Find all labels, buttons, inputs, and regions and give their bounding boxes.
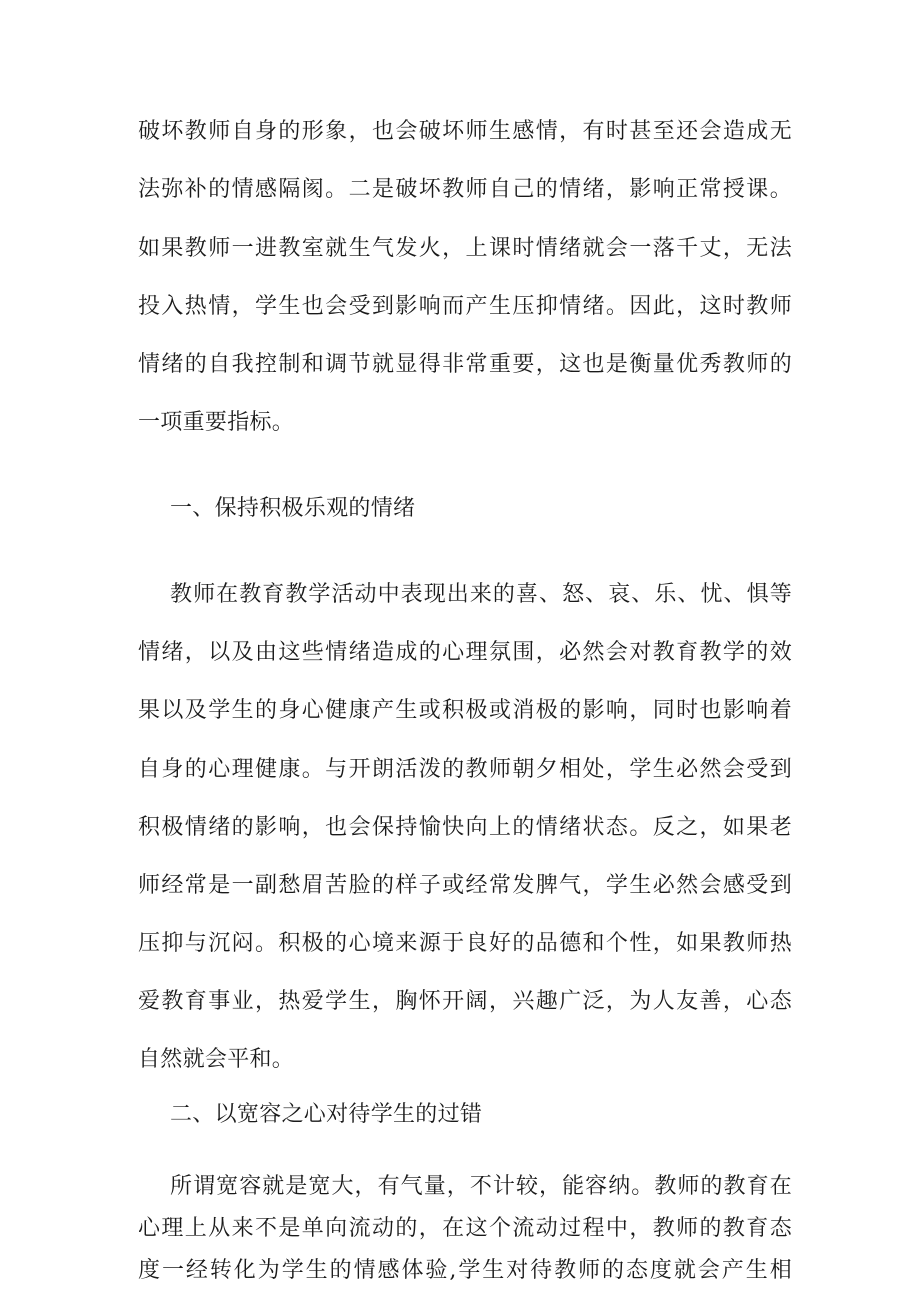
paragraph-line: 积极情绪的影响，也会保持愉快向上的情绪状态。反之，如果老: [138, 815, 792, 840]
paragraph-line: 破坏教师自身的形象，也会破坏师生感情，有时甚至还会造成无: [138, 119, 792, 144]
paragraph-line: 师经常是一副愁眉苦脸的样子或经常发脾气，学生必然会感受到: [138, 873, 792, 898]
paragraph-line: 一项重要指标。: [138, 410, 295, 435]
paragraph-line: 情绪的自我控制和调节就显得非常重要，这也是衡量优秀教师的: [138, 352, 792, 377]
paragraph-line: 情绪，以及由这些情绪造成的心理氛围，必然会对教育教学的效: [138, 640, 792, 665]
paragraph-line: 自然就会平和。: [138, 1047, 295, 1072]
paragraph-line: 教师在教育教学活动中表现出来的喜、怒、哀、乐、忧、惧等: [170, 582, 792, 607]
paragraph-line: 投入热情，学生也会受到影响而产生压抑情绪。因此，这时教师: [138, 294, 792, 319]
paragraph-line: 心理上从来不是单向流动的，在这个流动过程中，教师的教育态: [138, 1216, 792, 1241]
paragraph-line: 度一经转化为学生的情感体验,学生对待教师的态度就会产生相: [138, 1258, 792, 1283]
paragraph-line: 如果教师一进教室就生气发火，上课时情绪就会一落千丈，无法: [138, 236, 792, 261]
paragraph-line: 自身的心理健康。与开朗活泼的教师朝夕相处，学生必然会受到: [138, 757, 792, 782]
section-heading: 一、保持积极乐观的情绪: [170, 496, 416, 521]
paragraph-line: 所谓宽容就是宽大，有气量，不计较，能容纳。教师的教育在: [170, 1174, 792, 1199]
section-heading: 二、以宽容之心对待学生的过错: [170, 1102, 483, 1127]
paragraph-line: 法弥补的情感隔阂。二是破坏教师自己的情绪，影响正常授课。: [138, 177, 792, 202]
paragraph-line: 压抑与沉闷。积极的心境来源于良好的品德和个性，如果教师热: [138, 931, 792, 956]
paragraph-line: 果以及学生的身心健康产生或积极或消极的影响，同时也影响着: [138, 698, 792, 723]
paragraph-line: 爱教育事业，热爱学生，胸怀开阔，兴趣广泛，为人友善，心态: [138, 989, 792, 1014]
